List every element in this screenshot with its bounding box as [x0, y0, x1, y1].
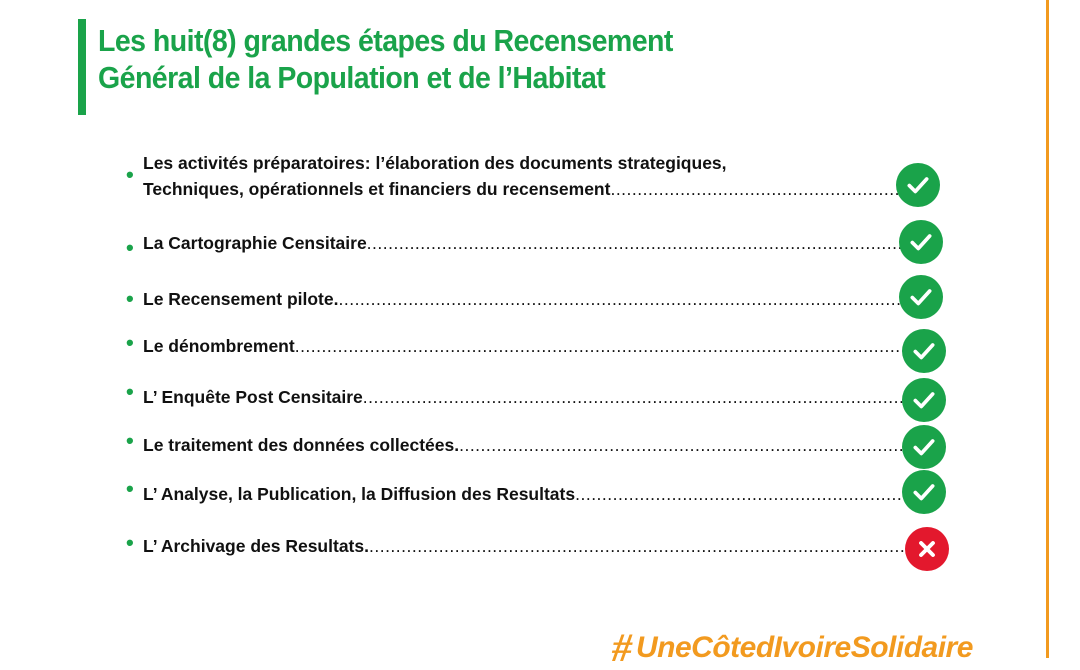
step-item-post-census-survey — [126, 384, 906, 414]
step-item-enumeration — [126, 333, 906, 363]
cross-icon — [914, 536, 940, 562]
status-done-icon — [902, 470, 946, 514]
check-icon — [908, 284, 934, 310]
leader-dots — [610, 179, 906, 199]
step-label: L’ Analyse, la Publication, la Diffusion des Resultats — [143, 484, 576, 504]
step-label: L’ Archivage des Resultats. — [143, 536, 369, 556]
bullet-icon: • — [126, 432, 134, 453]
leader-dots — [338, 289, 906, 309]
status-done-icon — [899, 220, 943, 264]
check-icon — [911, 338, 937, 364]
status-done-icon — [899, 275, 943, 319]
leader-dots — [363, 387, 906, 407]
step-label: Le Recensement pilote. — [143, 289, 339, 309]
bullet-icon: • — [126, 235, 134, 259]
bullet-icon: • — [126, 481, 134, 501]
step-item-data-processing — [126, 432, 906, 462]
hashtag-text: UneCôtedIvoireSolidaire — [636, 631, 973, 664]
step-label-continued: Techniques, opérationnels et financiers du recensement — [143, 179, 611, 199]
status-done-icon — [902, 378, 946, 422]
bullet-icon: • — [126, 333, 134, 355]
leader-dots — [459, 435, 906, 455]
title-accent-bar — [78, 19, 86, 115]
step-item-preparatory — [126, 150, 906, 206]
leader-dots — [367, 233, 906, 253]
leader-dots — [575, 484, 906, 504]
step-label: L’ Enquête Post Censitaire — [143, 387, 363, 407]
step-item-cartography — [126, 229, 906, 259]
bullet-icon: • — [126, 384, 134, 404]
status-pending-icon — [905, 527, 949, 571]
status-done-icon — [902, 425, 946, 469]
leader-dots — [295, 336, 906, 356]
bullet-icon: • — [126, 286, 134, 311]
hashtag-icon: # — [612, 625, 632, 670]
bullet-icon: • — [126, 162, 134, 187]
check-icon — [908, 229, 934, 255]
step-item-archiving — [126, 533, 906, 563]
step-item-pilot-census — [126, 286, 906, 316]
leader-dots — [369, 536, 906, 556]
status-done-icon — [896, 163, 940, 207]
step-label: La Cartographie Censitaire — [143, 233, 367, 253]
title-line-2: Général de la Population et de l’Habitat — [98, 60, 606, 95]
step-item-analysis-publication — [126, 481, 906, 511]
step-label: Le dénombrement — [143, 336, 295, 356]
right-border-rule — [1046, 0, 1049, 658]
page-title — [98, 22, 673, 96]
check-icon — [911, 387, 937, 413]
check-icon — [911, 434, 937, 460]
status-done-icon — [902, 329, 946, 373]
check-icon — [905, 172, 931, 198]
step-label: Le traitement des données collectées. — [143, 435, 460, 455]
step-label: Les activités préparatoires: l’élaboration des documents strategiques, — [143, 153, 727, 173]
bullet-icon: • — [126, 533, 134, 555]
title-line-1: Les huit(8) grandes étapes du Recensement — [98, 23, 673, 58]
footer-hashtag — [612, 625, 973, 670]
check-icon — [911, 479, 937, 505]
